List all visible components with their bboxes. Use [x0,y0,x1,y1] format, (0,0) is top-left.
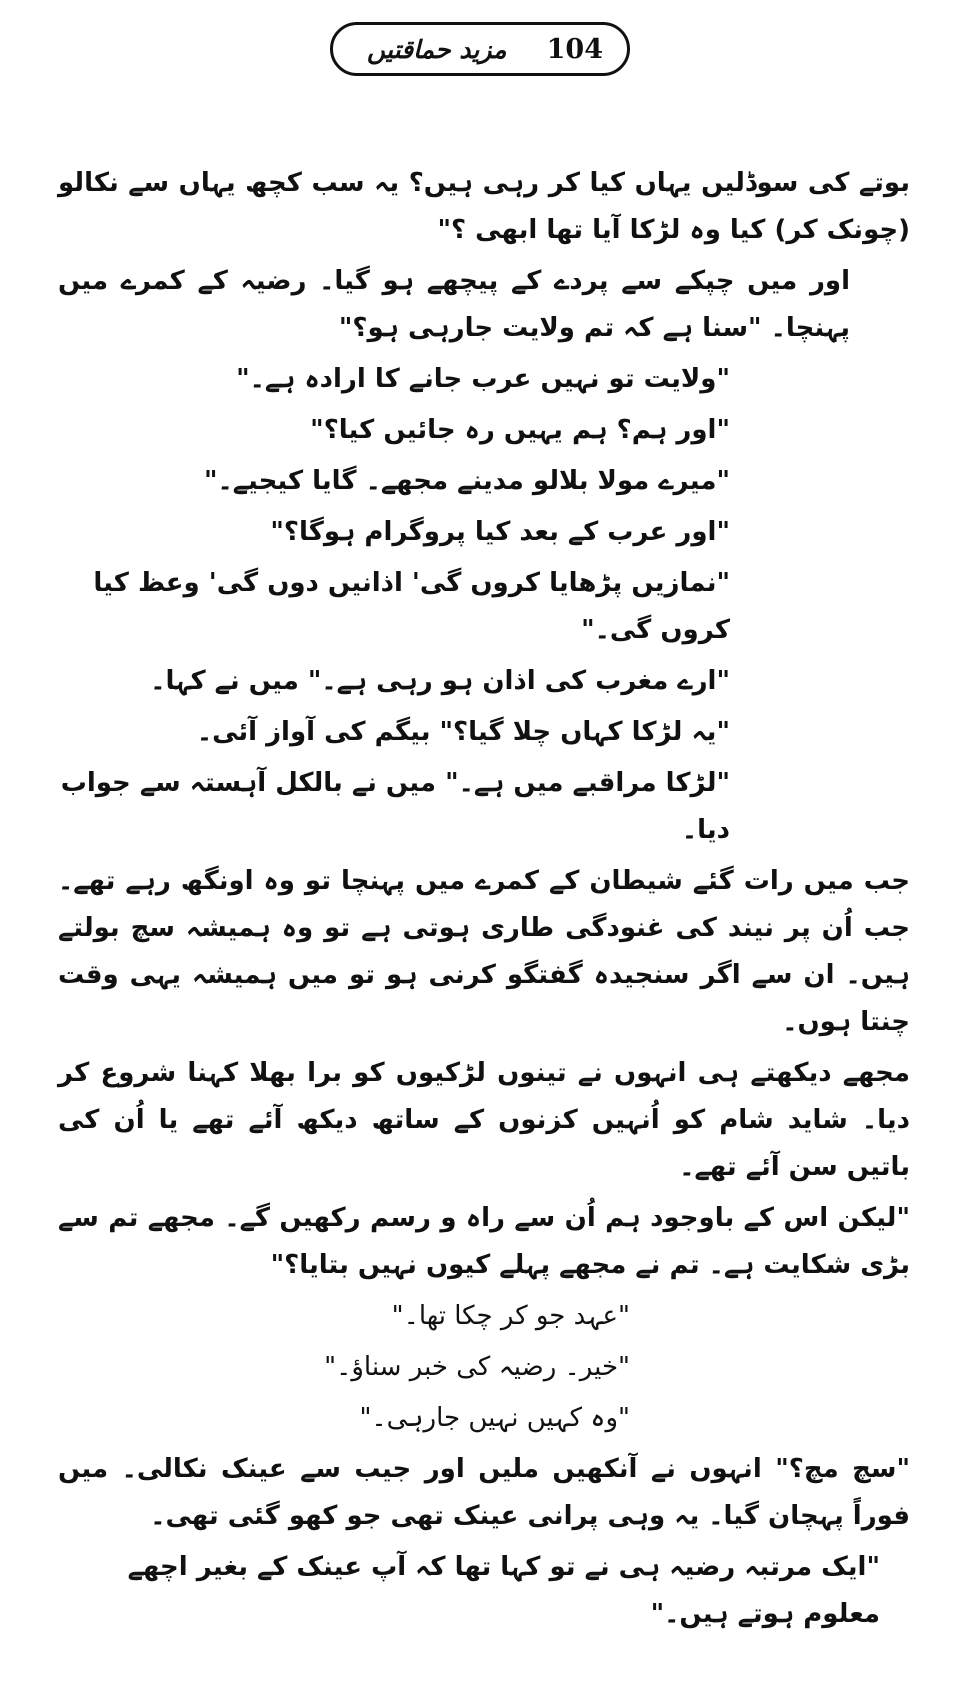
paragraph: بوتے کی سوڈلیں یہاں کیا کر رہی ہیں؟ یہ سب کچھ یہاں سے نکالو (چونک کر) کیا وہ لڑکا آیا تھا ابھی ؟" [58,168,910,245]
dialogue-line: "میرے مولا بلالو مدینے مجھے۔ گایا کیجیے۔" [203,466,730,496]
dialogue-line: "خیر۔ رضیہ کی خبر سناؤ۔" [324,1352,630,1382]
dialogue-line: "لڑکا مراقبے میں ہے۔" میں نے بالکل آہستہ سے جواب دیا۔ [60,768,730,845]
dialogue-line: "ولایت تو نہیں عرب جانے کا ارادہ ہے۔" [236,364,730,394]
paragraph: اور میں چپکے سے پردے کے پیچھے ہو گیا۔ رضیہ کے کمرے میں پہنچا۔ "سنا ہے کہ تم ولایت جارہی ہو؟" [58,266,850,343]
dialogue-line: "نمازیں پڑھایا کروں گی' اذانیں دوں گی' وعظ کیا کروں گی۔" [93,568,730,645]
dialogue-line: "اور ہم؟ ہم یہیں رہ جائیں کیا؟" [310,415,730,445]
paragraph: "لیکن اس کے باوجود ہم اُن سے راہ و رسم رکھیں گے۔ مجھے تم سے بڑی شکایت ہے۔ تم نے مجھے پہلے کیوں نہیں بتایا؟" [58,1203,910,1280]
dialogue-line: "عہد جو کر چکا تھا۔" [391,1301,630,1331]
paragraph: جب میں رات گئے شیطان کے کمرے میں پہنچا تو وہ اونگھ رہے تھے۔ جب اُن پر نیند کی غنودگی طاری ہوتی ہے تو وہ ہمیشہ سچ بولتے ہیں۔ ان سے اگر سنجیدہ گفتگو کرنی ہو تو میں ہمیشہ یہی وقت چنتا ہوں۔ [58,866,910,1037]
paragraph: "سچ مچ؟" انہوں نے آنکھیں ملیں اور جیب سے عینک نکالی۔ میں فوراً پہچان گیا۔ یہ وہی پرانی عینک تھی جو کھو گئی تھی۔ [58,1454,910,1531]
paragraph: مجھے دیکھتے ہی انہوں نے تینوں لڑکیوں کو برا بھلا کہنا شروع کر دیا۔ شاید شام کو اُنہیں کزنوں کے ساتھ دیکھ آئے تھے یا اُن کی باتیں سن آئے تھے۔ [58,1058,910,1182]
dialogue-line: "یہ لڑکا کہاں چلا گیا؟" بیگم کی آواز آئی۔ [196,717,730,747]
body-text [58,160,910,1642]
page-header [330,22,630,76]
running-title: مزید حماقتیں [367,34,507,64]
page-number: 104 [546,33,603,65]
dialogue-line: "وہ کہیں نہیں جارہی۔" [359,1403,630,1433]
dialogue-line: "ارے مغرب کی اذان ہو رہی ہے۔" میں نے کہا۔ [150,666,730,696]
dialogue-line: "ایک مرتبہ رضیہ ہی نے تو کہا تھا کہ آپ عینک کے بغیر اچھے معلوم ہوتے ہیں۔" [127,1552,880,1629]
dialogue-line: "اور عرب کے بعد کیا پروگرام ہوگا؟" [270,517,730,547]
